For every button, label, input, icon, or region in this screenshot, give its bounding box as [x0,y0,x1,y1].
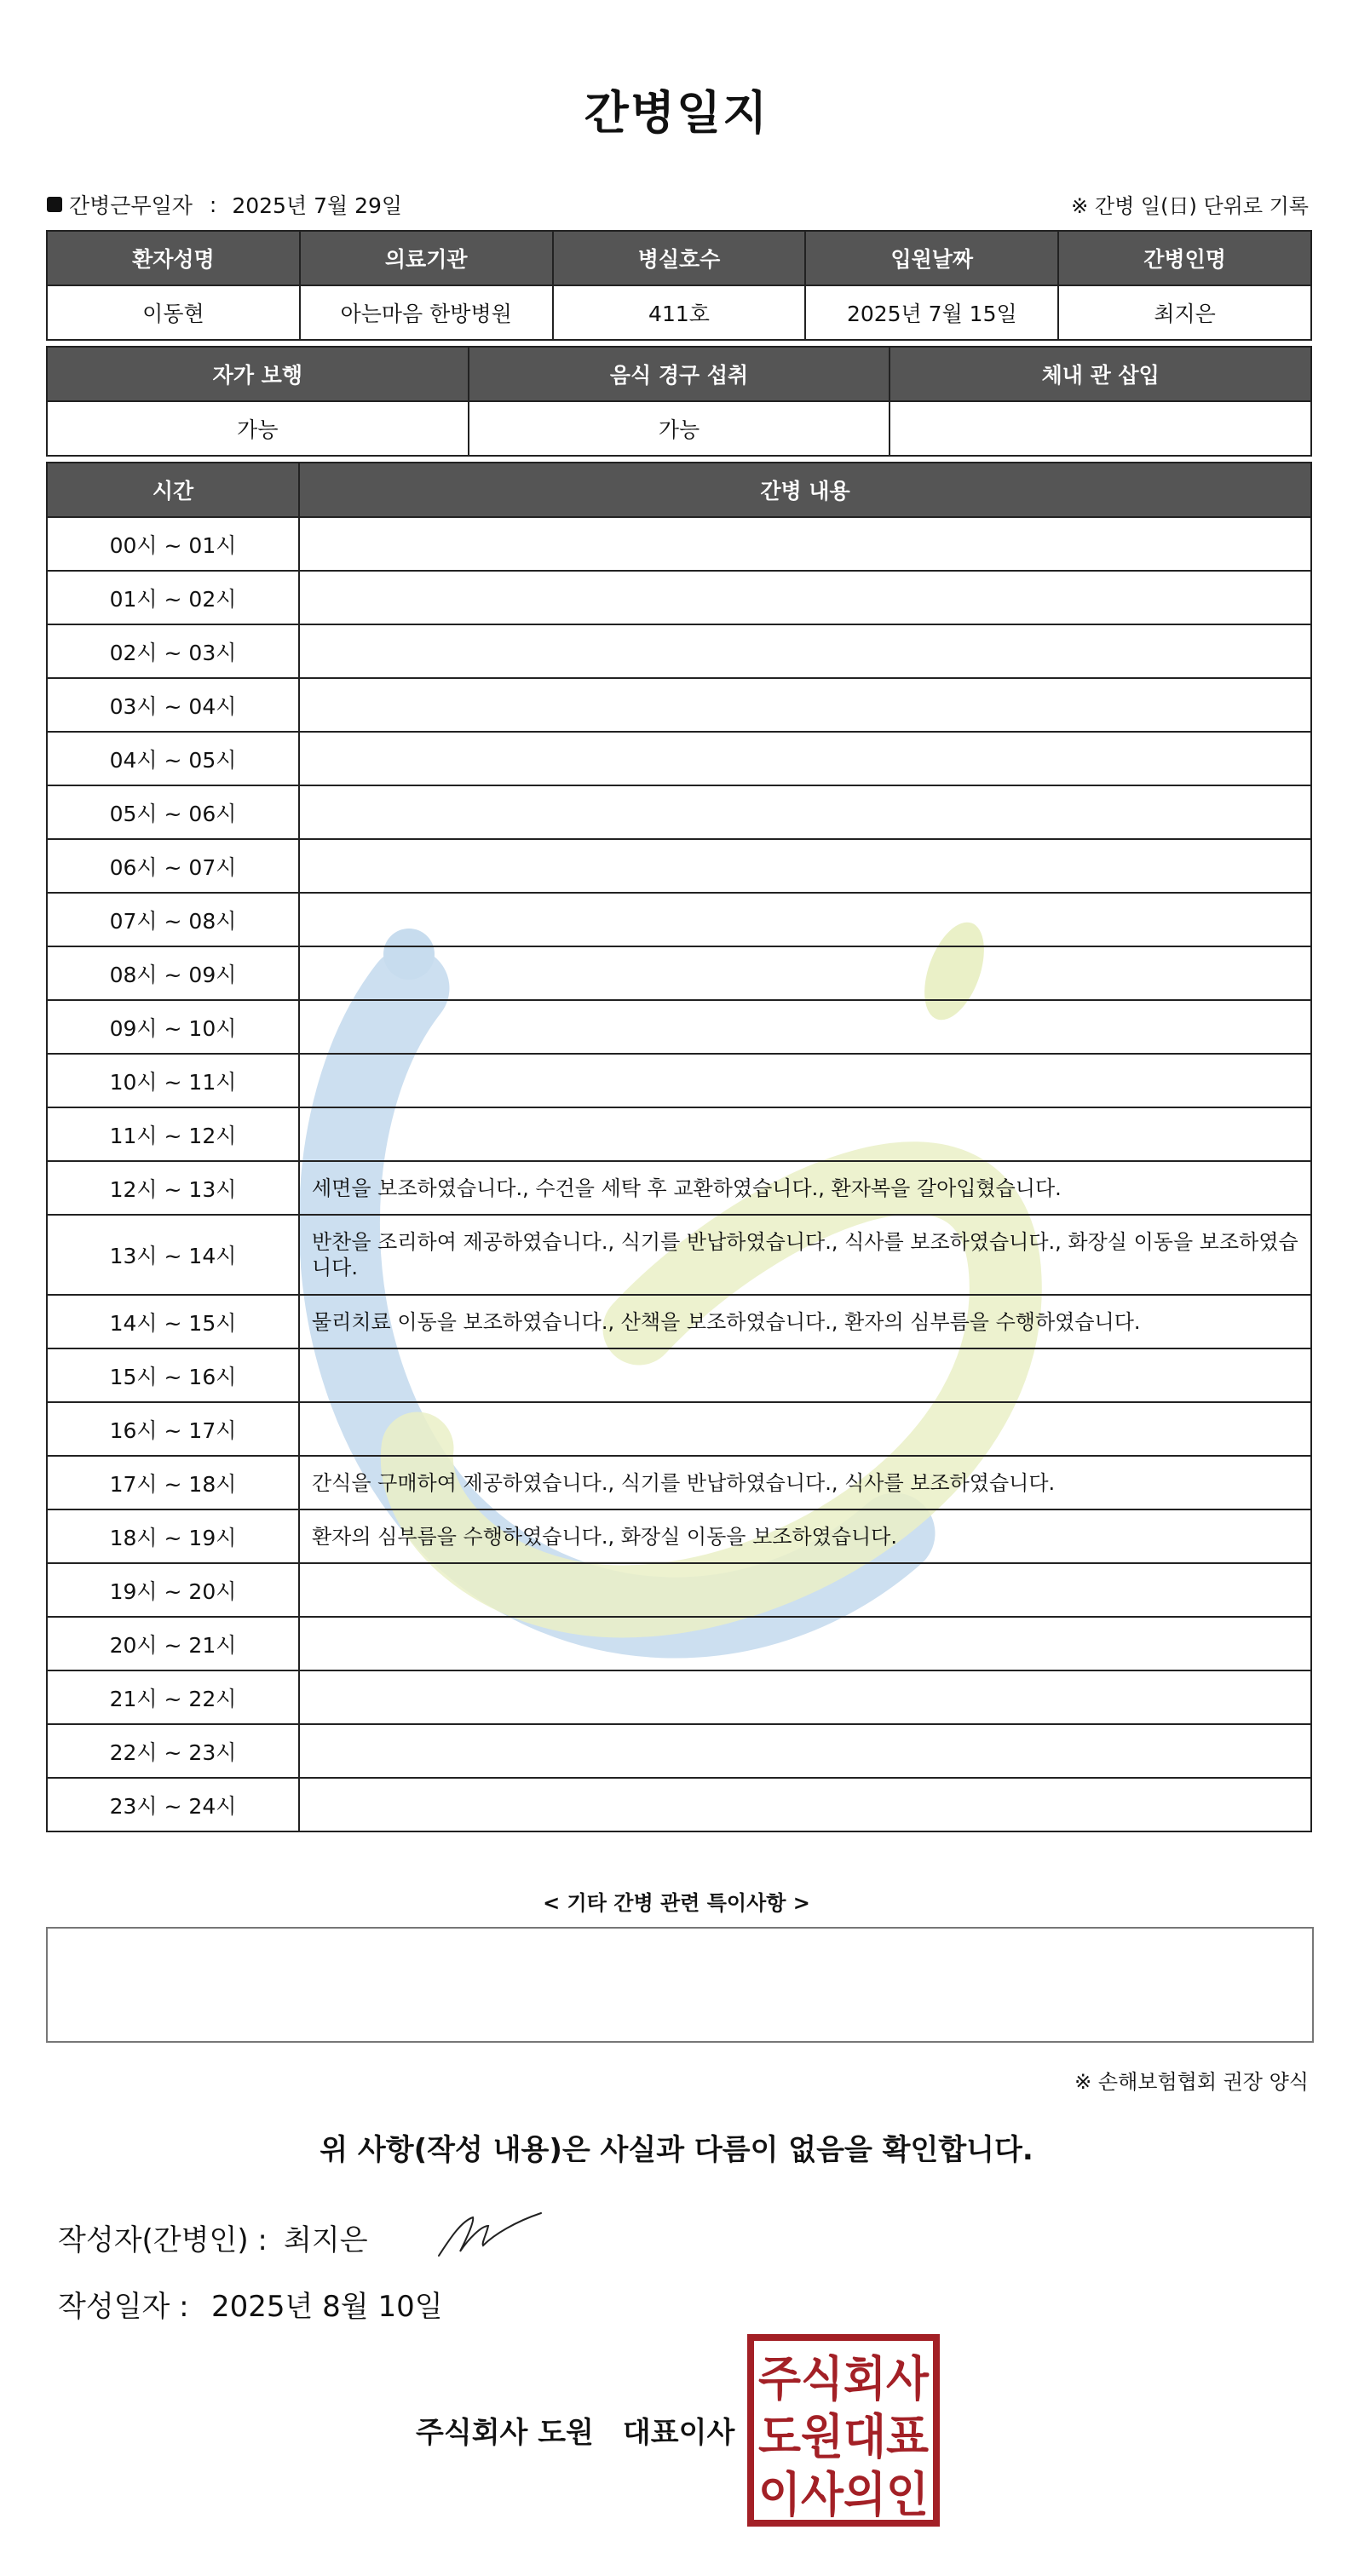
table-row [47,678,1311,732]
signature-mark [422,2196,550,2264]
svg-text:도원대표: 도원대표 [758,2410,929,2465]
care-note: 간식을 구매하여 제공하였습니다., 식기를 반납하였습니다., 식사를 보조하였습니다. [299,1456,1311,1509]
care-note [299,946,1311,1000]
time-cell: 17시 ~ 18시 [47,1456,299,1509]
table-row [47,1295,1311,1348]
recommendation-note: ※ 손해보험협회 권장 양식 [1074,2070,1309,2094]
header-hospital: 의료기관 [300,231,553,285]
writer-line [58,2217,368,2258]
written-date-line [58,2283,443,2325]
time-cell: 02시 ~ 03시 [47,624,299,678]
time-cell: 03시 ~ 04시 [47,678,299,732]
room-number: 411호 [553,285,806,340]
care-note [299,571,1311,624]
table-row [47,401,1311,456]
etc-section-title: < 기타 간병 관련 특이사항 > [543,1891,810,1915]
care-note [299,893,1311,946]
time-cell: 21시 ~ 22시 [47,1670,299,1724]
tube-insertion-value [890,401,1311,456]
care-note [299,1670,1311,1724]
table-row [47,946,1311,1000]
time-cell: 05시 ~ 06시 [47,785,299,839]
bullet-square-icon [47,197,62,212]
care-log-table [46,462,1312,1832]
table-row [47,893,1311,946]
header-time: 시간 [47,463,299,517]
table-row [47,1670,1311,1724]
time-cell: 10시 ~ 11시 [47,1054,299,1107]
time-cell: 23시 ~ 24시 [47,1778,299,1831]
time-cell: 09시 ~ 10시 [47,1000,299,1054]
care-note [299,839,1311,893]
care-note [299,1778,1311,1831]
care-note [299,1348,1311,1402]
unit-note: ※ 간병 일(日) 단위로 기록 [1071,194,1309,218]
time-cell: 22시 ~ 23시 [47,1724,299,1778]
time-cell: 12시 ~ 13시 [47,1161,299,1215]
time-cell: 20시 ~ 21시 [47,1617,299,1670]
self-walking-value: 가능 [47,401,469,456]
table-row [47,1054,1311,1107]
table-row [47,839,1311,893]
care-note [299,732,1311,785]
svg-text:이사의인: 이사의인 [758,2468,929,2523]
care-note [299,624,1311,678]
care-note [299,1054,1311,1107]
table-row [47,1161,1311,1215]
table-row [47,1348,1311,1402]
care-note [299,678,1311,732]
company-line [416,2409,734,2451]
header-tube-insertion: 체내 관 삽입 [890,347,1311,401]
care-note [299,1563,1311,1617]
header-room: 병실호수 [553,231,806,285]
patient-name: 이동현 [47,285,300,340]
table-row [47,624,1311,678]
time-cell: 07시 ~ 08시 [47,893,299,946]
table-row [47,1000,1311,1054]
care-note: 물리치료 이동을 보조하였습니다., 산책을 보조하였습니다., 환자의 심부름을 수행하였습니다. [299,1295,1311,1348]
header-admission-date: 입원날짜 [805,231,1058,285]
company-name: 주식회사 도원 [416,2416,594,2450]
time-cell: 01시 ~ 02시 [47,571,299,624]
table-row [47,1509,1311,1563]
table-row [47,571,1311,624]
time-cell: 00시 ~ 01시 [47,517,299,571]
table-row [47,517,1311,571]
time-cell: 06시 ~ 07시 [47,839,299,893]
svg-text:주식회사: 주식회사 [758,2352,930,2407]
patient-info-table [46,230,1312,341]
work-date [47,189,402,220]
table-row [47,785,1311,839]
care-note [299,1000,1311,1054]
table-row [47,1456,1311,1509]
work-date-colon: : [209,192,217,217]
time-cell: 13시 ~ 14시 [47,1215,299,1295]
table-row [47,1107,1311,1161]
table-row [47,1402,1311,1456]
table-header-row [47,231,1311,285]
time-cell: 18시 ~ 19시 [47,1509,299,1563]
header-caregiver-name: 간병인명 [1058,231,1311,285]
table-row [47,1778,1311,1831]
header-patient-name: 환자성명 [47,231,300,285]
table-row [47,1563,1311,1617]
confirmation-statement: 위 사항(작성 내용)은 사실과 다름이 없음을 확인합니다. [320,2133,1033,2167]
work-date-label: 간병근무일자 [69,193,193,218]
care-note [299,1107,1311,1161]
hospital-name: 아는마음 한방병원 [300,285,553,340]
writer-label: 작성자(간병인) : [58,2223,268,2257]
time-cell: 19시 ~ 20시 [47,1563,299,1617]
time-cell: 04시 ~ 05시 [47,732,299,785]
oral-intake-value: 가능 [469,401,890,456]
care-note [299,1724,1311,1778]
caregiver-name: 최지은 [1058,285,1311,340]
admission-date: 2025년 7월 15일 [805,285,1058,340]
written-date-value: 2025년 8월 10일 [211,2290,443,2324]
representative-title: 대표이사 [622,2416,735,2450]
table-row [47,1617,1311,1670]
written-date-label: 작성일자 : [58,2290,189,2324]
table-header-row [47,463,1311,517]
etc-notes-box [46,1927,1314,2043]
time-cell: 08시 ~ 09시 [47,946,299,1000]
time-cell: 11시 ~ 12시 [47,1107,299,1161]
work-date-value: 2025년 7월 29일 [232,193,403,218]
care-note: 환자의 심부름을 수행하였습니다., 화장실 이동을 보조하였습니다. [299,1509,1311,1563]
table-row [47,1724,1311,1778]
header-oral-intake: 음식 경구 섭취 [469,347,890,401]
time-cell: 16시 ~ 17시 [47,1402,299,1456]
time-cell: 14시 ~ 15시 [47,1295,299,1348]
care-note [299,1402,1311,1456]
company-seal-stamp [747,2334,940,2527]
table-header-row [47,347,1311,401]
table-row [47,732,1311,785]
header-care-content: 간병 내용 [299,463,1311,517]
care-note [299,785,1311,839]
care-note: 세면을 보조하였습니다., 수건을 세탁 후 교환하였습니다., 환자복을 갈아입혔습니다. [299,1161,1311,1215]
page-title: 간병일지 [584,86,769,140]
patient-ability-table [46,346,1312,457]
care-note: 반찬을 조리하여 제공하였습니다., 식기를 반납하였습니다., 식사를 보조하였습니다., 화장실 이동을 보조하였습니다. [299,1215,1311,1295]
care-note [299,517,1311,571]
header-self-walking: 자가 보행 [47,347,469,401]
table-row [47,285,1311,340]
time-cell: 15시 ~ 16시 [47,1348,299,1402]
care-note [299,1617,1311,1670]
table-row [47,1215,1311,1295]
writer-name: 최지은 [284,2223,368,2257]
